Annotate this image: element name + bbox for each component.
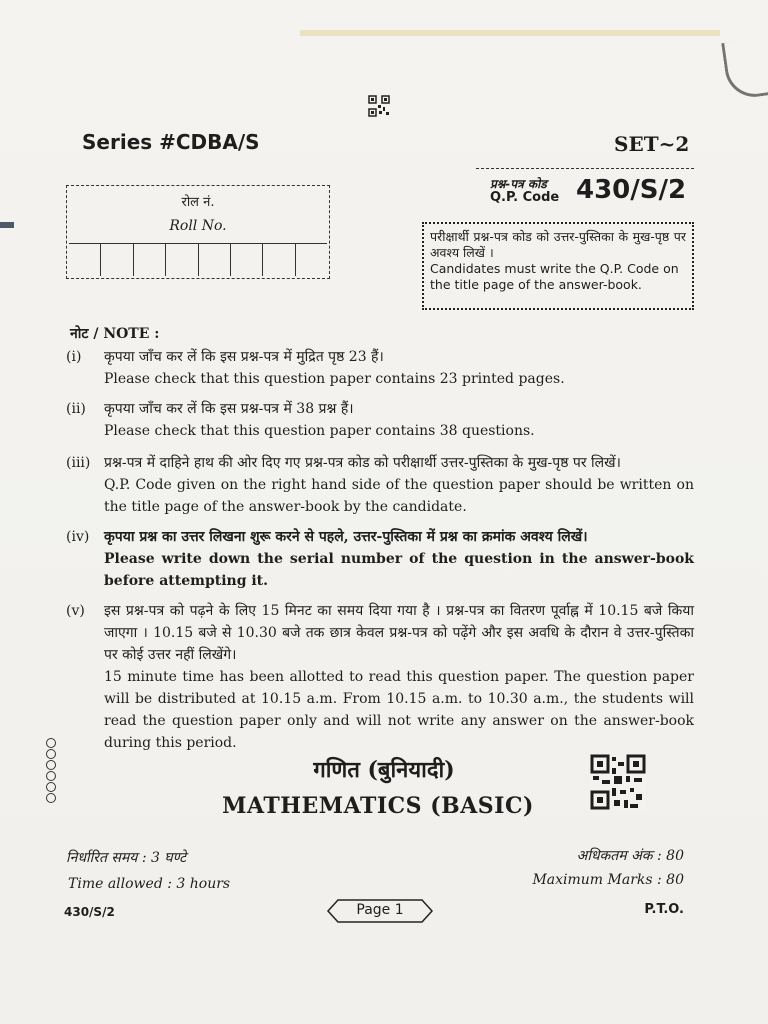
note-item-hindi: इस प्रश्न-पत्र को पढ़ने के लिए 15 मिनट का समय दिया गया है । प्रश्न-पत्र का वितरण पूर्वाह्न में 10.15 बजे किया जाएगा । 10.15 बजे से 10.30 बजे तक छात्र केवल प्रश्न-पत्र को पढ़ेंगे और इस अवधि के दौरान वे उत्तर-पुस्तिका पर कोई उत्तर नहीं लिखेंगे। (104, 603, 694, 663)
qp-label-english: Q.P. Code (490, 190, 560, 205)
note-heading: नोट / NOTE : (70, 326, 160, 342)
qr-code-icon (368, 95, 390, 117)
max-marks-hindi: अधिकतम अंक : 80 (576, 848, 684, 864)
qp-code: 430/S/2 (576, 175, 687, 205)
pto-label: P.T.O. (644, 902, 684, 917)
note-item-number: (v) (66, 603, 85, 619)
roll-cell[interactable] (231, 244, 263, 276)
note-item-english: Please write down the serial number of the question in the answer-book before attempting it. (104, 551, 694, 589)
qr-code-icon (590, 754, 646, 810)
series-label: Series #CDBA/S (82, 130, 260, 154)
note-item-number: (iii) (66, 455, 91, 471)
roll-number-cells[interactable] (69, 243, 327, 276)
roll-label-hindi: रोल नं. (181, 195, 215, 210)
edge-mark (0, 222, 14, 228)
set-label: SET~2 (614, 132, 690, 156)
page-number: Page 1 (356, 902, 404, 918)
note-item-number: (ii) (66, 401, 86, 417)
roll-cell[interactable] (166, 244, 198, 276)
roll-cell[interactable] (296, 244, 327, 276)
roll-cell[interactable] (199, 244, 231, 276)
paper-strip (300, 30, 720, 36)
note-item (66, 346, 694, 390)
note-item-number: (iv) (66, 529, 90, 545)
candidate-instruction-hindi: परीक्षार्थी प्रश्न-पत्र कोड को उत्तर-पुस्तिका के मुख-पृष्ठ पर अवश्य लिखें । (430, 229, 686, 260)
note-item-hindi: कृपया जाँच कर लें कि इस प्रश्न-पत्र में मुद्रित पृष्ठ 23 हैं। (104, 349, 384, 365)
candidate-instruction-english: Candidates must write the Q.P. Code on the title page of the answer-book. (430, 261, 679, 292)
candidate-instruction-box (422, 222, 694, 310)
footer-qp-code: 430/S/2 (64, 905, 115, 919)
time-allowed-english: Time allowed : 3 hours (68, 876, 231, 892)
paper-tear (721, 37, 768, 100)
max-marks-english: Maximum Marks : 80 (532, 872, 684, 888)
roll-cell[interactable] (263, 244, 295, 276)
note-item-english: Please check that this question paper contains 23 printed pages. (104, 371, 565, 387)
note-item (66, 452, 694, 518)
note-item (66, 600, 694, 754)
note-item-english: Q.P. Code given on the right hand side of the question paper should be written on the title page of the answer-book by the candidate. (104, 477, 694, 515)
note-item-english: Please check that this question paper contains 38 questions. (104, 423, 535, 439)
subject-title-english: MATHEMATICS (BASIC) (222, 793, 534, 819)
roll-cell[interactable] (134, 244, 166, 276)
subject-title-hindi: गणित (बुनियादी) (313, 757, 455, 783)
qp-label-hindi: प्रश्न-पत्र कोड (490, 177, 547, 191)
note-item-english: 15 minute time has been allotted to read this question paper. The question paper will be distributed at 10.15 a.m. From 10.15 a.m. to 10.30 a.m., the students will read the question paper only and will not write any answer on the answer-book during this period. (104, 669, 694, 751)
qp-code-box (476, 168, 694, 215)
roll-cell[interactable] (101, 244, 133, 276)
roll-label-english: Roll No. (169, 218, 227, 234)
time-allowed-hindi: निर्धारित समय : 3 घण्टे (66, 850, 187, 866)
roll-cell[interactable] (69, 244, 101, 276)
note-item-number: (i) (66, 349, 82, 365)
note-item (66, 398, 694, 442)
note-item-hindi: प्रश्न-पत्र में दाहिने हाथ की ओर दिए गए प्रश्न-पत्र कोड को परीक्षार्थी उत्तर-पुस्तिका के मुख-पृष्ठ पर लिखें। (104, 455, 621, 471)
note-item-hindi: कृपया प्रश्न का उत्तर लिखना शुरू करने से पहले, उत्तर-पुस्तिका में प्रश्न का क्रमांक अवश्य लिखें। (104, 529, 588, 545)
page-number-badge (326, 898, 434, 924)
note-item (66, 526, 694, 592)
note-item-hindi: कृपया जाँच कर लें कि इस प्रश्न-पत्र में 38 प्रश्न हैं। (104, 401, 354, 417)
roll-number-box (66, 185, 330, 279)
